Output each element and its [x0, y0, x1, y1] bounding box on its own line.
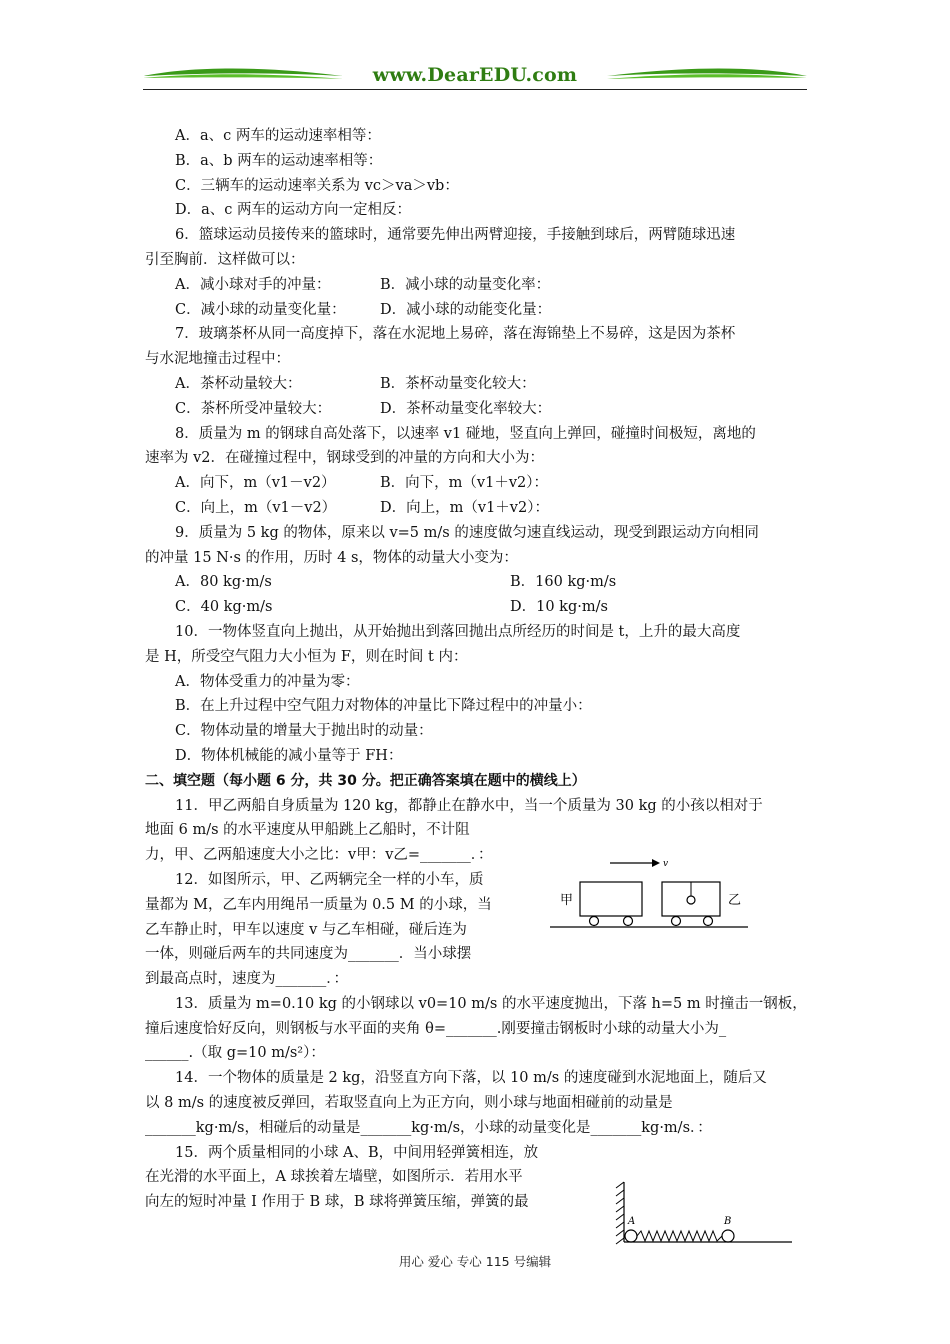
q13-stem-line3: ______.（取 g=10 m/s²）： [145, 1045, 325, 1062]
q5-option-c: C．三辆车的运动速率关系为 vc＞va＞vb： [175, 177, 459, 194]
cart-yi-wheel-left [672, 917, 681, 926]
q5-option-a: A．a、c 两车的运动速率相等： [175, 128, 381, 144]
q8-stem-cont: 速率为 v2．在碰撞过程中，钢球受到的冲量的方向和大小为： [145, 450, 545, 467]
q7-option-d: D．茶杯动量变化率较大： [380, 400, 552, 417]
q8-options-row2 [145, 496, 807, 521]
velocity-label: v [663, 859, 669, 869]
q6-option-b: B．减小球的动量变化率： [380, 276, 551, 293]
q12-stem-line4: 一体，则碰后两车的共同速度为_______．当小球摆 [145, 946, 472, 963]
q10-option-d: D．物体机械能的减小量等于 FH： [175, 747, 403, 764]
q9-option-a: A．80 kg·m/s [175, 574, 272, 591]
label-b: B [724, 1216, 732, 1227]
ball-b [722, 1230, 734, 1242]
q9-options-row1 [145, 570, 807, 595]
q11-stem-cont: 地面 6 m/s 的水平速度从甲船跳上乙船时，不计阻 [145, 822, 470, 839]
q6-option-a: A．减小球对手的冲量： [175, 276, 331, 293]
section-heading-fill-in: 二、填空题（每小题 6 分，共 30 分。把正确答案填在题中的横线上） [145, 772, 586, 789]
label-jia: 甲 [560, 893, 574, 908]
label-a: A [628, 1216, 636, 1227]
q13-stem: 13．质量为 m=0.10 kg 的小钢球以 v0=10 m/s 的水平速度抛出，下落 h=5 m 时撞击一钢板， [175, 995, 807, 1012]
q6-option-c: C．减小球的动量变化量： [175, 301, 346, 318]
q7-options-row1 [145, 372, 807, 397]
figure-two-carts [548, 854, 750, 934]
figure-spring-balls [612, 1178, 794, 1254]
wall-hatching [616, 1182, 624, 1244]
q8-option-a: A．向下，m（v1－v2） [175, 475, 336, 492]
q12-stem-line5: 到最高点时，速度为_______．： [145, 971, 348, 988]
q7-stem-cont: 与水泥地撞击过程中： [145, 351, 290, 368]
q6-options-row1 [145, 273, 807, 298]
q9-option-c: C．40 kg·m/s [175, 599, 273, 616]
q6-option-d: D．减小球的动能变化量： [380, 301, 552, 318]
q14-stem: 14．一个物体的质量是 2 kg，沿竖直方向下落，以 10 m/s 的速度碰到水泥地面上，随后又 [175, 1070, 767, 1087]
carts-diagram [548, 854, 750, 934]
q14-stem-line2: 以 8 m/s 的速度被反弹回，若取竖直向上为正方向，则小球与地面相碰前的动量是 [145, 1095, 673, 1112]
q10-option-a: A．物体受重力的冲量为零： [175, 673, 360, 690]
q12-stem-line2: 量都为 M，乙车内用绳吊一质量为 0.5 M 的小球，当 [145, 896, 492, 913]
q5-option-b: B．a、b 两车的运动速率相等： [175, 152, 383, 169]
q14-stem-line3: _______kg·m/s，相碰后的动量是_______kg·m/s，小球的动量变化是_______kg·m/s．： [145, 1119, 712, 1136]
q10-option-b: B．在上升过程中空气阻力对物体的冲量比下降过程中的冲量小： [175, 698, 592, 715]
question-body [145, 124, 807, 1215]
spring-coil [637, 1231, 722, 1241]
q8-option-c: C．向上，m（v1－v2） [175, 499, 337, 516]
spring-diagram [612, 1178, 794, 1254]
q9-option-b: B．160 kg·m/s [510, 574, 617, 591]
ball-a [625, 1230, 637, 1242]
q7-option-c: C．茶杯所受冲量较大： [175, 400, 332, 417]
q11-stem-end: 力，甲、乙两船速度大小之比：v甲：v乙=_______．： [145, 847, 493, 864]
q5-option-d: D．a、c 两车的运动方向一定相反： [175, 202, 411, 219]
cart-yi-wheel-right [704, 917, 713, 926]
q6-stem-cont: 引至胸前．这样做可以： [145, 251, 305, 268]
site-header [143, 62, 807, 92]
q12-stem: 12．如图所示，甲、乙两辆完全一样的小车，质 [175, 871, 484, 888]
page-footer: 用心 爱心 专心 115 号编辑 [398, 1254, 552, 1269]
q6-options-row2 [145, 298, 807, 323]
q12-stem-line3: 乙车静止时，甲车以速度 v 与乙车相碰，碰后连为 [145, 921, 467, 938]
q9-stem: 9．质量为 5 kg 的物体，原来以 v=5 m/s 的速度做匀速直线运动，现受到跟运动方向相同 [175, 524, 759, 541]
pendulum-ball [687, 896, 695, 904]
q8-options-row1 [145, 471, 807, 496]
velocity-arrow-head [652, 859, 660, 867]
q9-stem-cont: 的冲量 15 N·s 的作用，历时 4 s，物体的动量大小变为： [145, 549, 518, 566]
cart-jia-wheel-right [624, 917, 633, 926]
q9-options-row2 [145, 595, 807, 620]
site-url-title: www.DearEDU.com [372, 64, 578, 86]
q7-option-a: A．茶杯动量较大： [175, 375, 302, 392]
q7-options-row2 [145, 397, 807, 422]
q15-stem: 15．两个质量相同的小球 A、B，中间用轻弹簧相连，放 [175, 1144, 539, 1161]
q7-option-b: B．茶杯动量变化较大： [380, 375, 536, 392]
q7-stem: 7．玻璃茶杯从同一高度掉下，落在水泥地上易碎，落在海锦垫上不易碎，这是因为茶杯 [175, 326, 736, 343]
q8-stem: 8．质量为 m 的钢球自高处落下，以速率 v1 碰地，竖直向上弹回，碰撞时间极短，离地的 [175, 425, 756, 442]
cart-jia-wheel-left [590, 917, 599, 926]
q10-stem-cont: 是 H，所受空气阻力大小恒为 F，则在时间 t 内： [145, 648, 468, 665]
q11-stem: 11．甲乙两船自身质量为 120 kg，都静止在静水中，当一个质量为 30 kg 的小孩以相对于 [175, 797, 763, 814]
q13-stem-line2: 撞后速度恰好反向，则钢板与水平面的夹角 θ=_______.刚要撞击钢板时小球的动量大小为_ [145, 1020, 727, 1037]
q8-option-b: B．向下，m（v1＋v2）： [380, 475, 548, 492]
q15-stem-line2: 在光滑的水平面上，A 球挨着左墙壁，如图所示．若用水平 [145, 1169, 523, 1186]
header-rule [143, 89, 807, 90]
q10-option-c: C．物体动量的增量大于抛出时的动量： [175, 723, 433, 740]
q9-option-d: D．10 kg·m/s [510, 599, 608, 616]
q8-option-d: D．向上，m（v1＋v2）： [380, 499, 549, 516]
q15-stem-line3: 向左的短时冲量 I 作用于 B 球，B 球将弹簧压缩，弹簧的最 [145, 1194, 529, 1211]
cart-jia-body [580, 882, 642, 916]
q6-stem: 6．篮球运动员接传来的篮球时，通常要先伸出两臂迎接，手接触到球后，两臂随球迅速 [175, 227, 736, 244]
label-yi: 乙 [728, 893, 742, 908]
q10-stem: 10．一物体竖直向上抛出，从开始抛出到落回抛出点所经历的时间是 t，上升的最大高度 [175, 623, 741, 640]
